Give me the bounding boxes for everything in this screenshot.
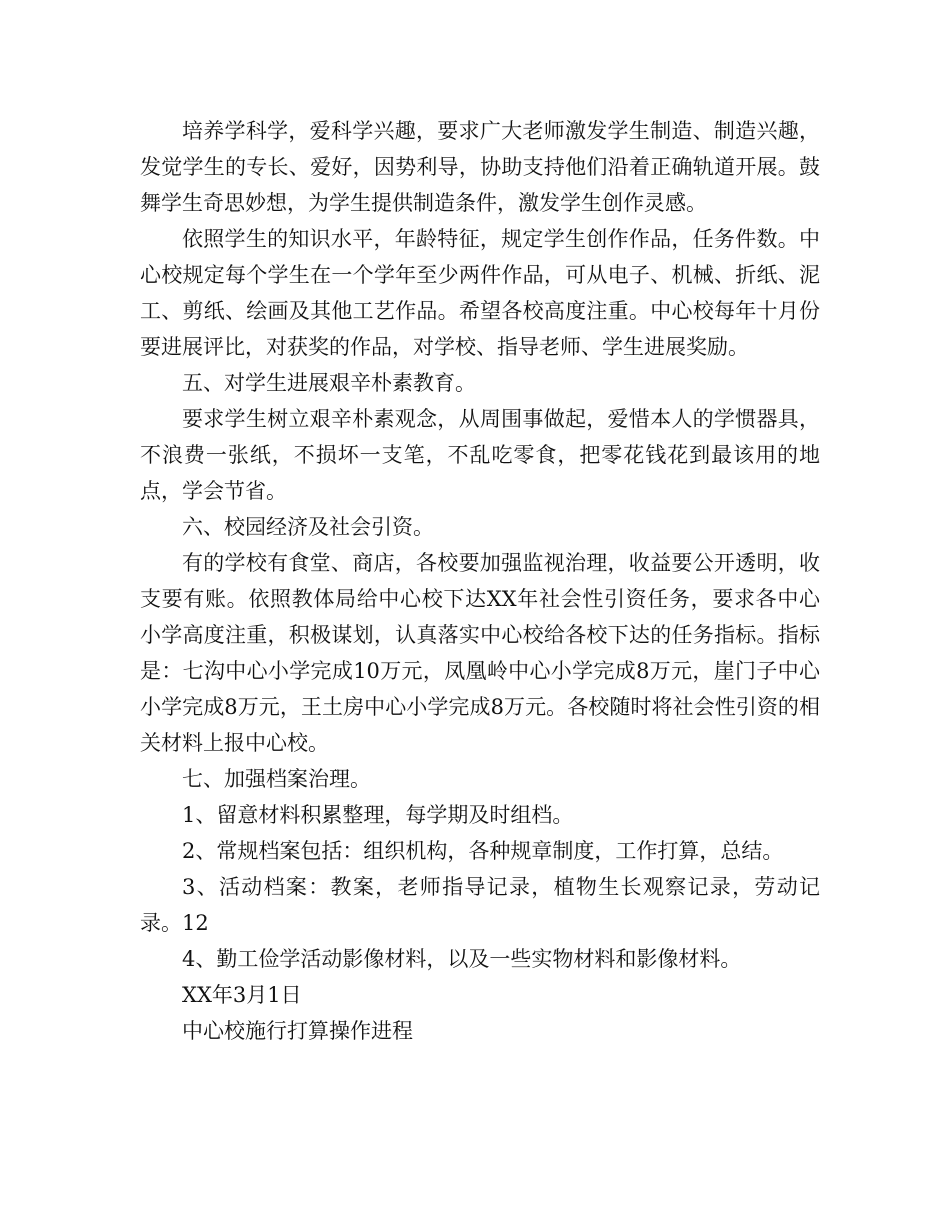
closing-title: 中心校施行打算操作进程 — [182, 1019, 413, 1043]
paragraph-frugality: 要求学生树立艰辛朴素观念，从周围事做起，爱惜本人的学惯器具，不浪费一张纸，不损坏一支笔，不乱吃零食，把零花钱花到最该用的地点，学会节省。 — [140, 407, 820, 503]
date-line: XX年3月1日 — [182, 983, 302, 1007]
heading-section-6: 六、校园经济及社会引资。 — [182, 515, 434, 539]
document-body — [140, 113, 820, 1049]
list-item-4: 4、勤工俭学活动影像材料，以及一些实物材料和影像材料。 — [182, 947, 742, 971]
list-item-2: 2、常规档案包括：组织机构，各种规章制度，工作打算，总结。 — [182, 839, 784, 863]
heading-section-5: 五、对学生进展艰辛朴素教育。 — [182, 371, 476, 395]
heading-section-7: 七、加强档案治理。 — [182, 767, 371, 791]
paragraph-works: 依照学生的知识水平，年龄特征，规定学生创作作品，任务件数。中心校规定每个学生在一个学年至少两件作品，可从电子、机械、折纸、泥工、剪纸、绘画及其他工艺作品。希望各校高度注重。中心校每年十月份要进展评比，对获奖的作品，对学校、指导老师、学生进展奖励。 — [140, 227, 820, 359]
list-item-3: 3、活动档案：教案，老师指导记录，植物生长观察记录，劳动记录。12 — [140, 875, 820, 935]
paragraph-economy: 有的学校有食堂、商店，各校要加强监视治理，收益要公开透明，收支要有账。依照教体局给中心校下达XX年社会性引资任务，要求各中心小学高度注重，积极谋划，认真落实中心校给各校下达的任务指标。指标是：七沟中心小学完成10万元，凤凰岭中心小学完成8万元，崖门子中心小学完成8万元，王土房中心小学完成8万元。各校随时将社会性引资的相关材料上报中心校。 — [140, 551, 820, 755]
list-item-1: 1、留意材料积累整理，每学期及时组档。 — [182, 803, 574, 827]
paragraph-interest: 培养学科学，爱科学兴趣，要求广大老师激发学生制造、制造兴趣，发觉学生的专长、爱好，因势利导，协助支持他们沿着正确轨道开展。鼓舞学生奇思妙想，为学生提供制造条件，激发学生创作灵感。 — [140, 119, 820, 215]
